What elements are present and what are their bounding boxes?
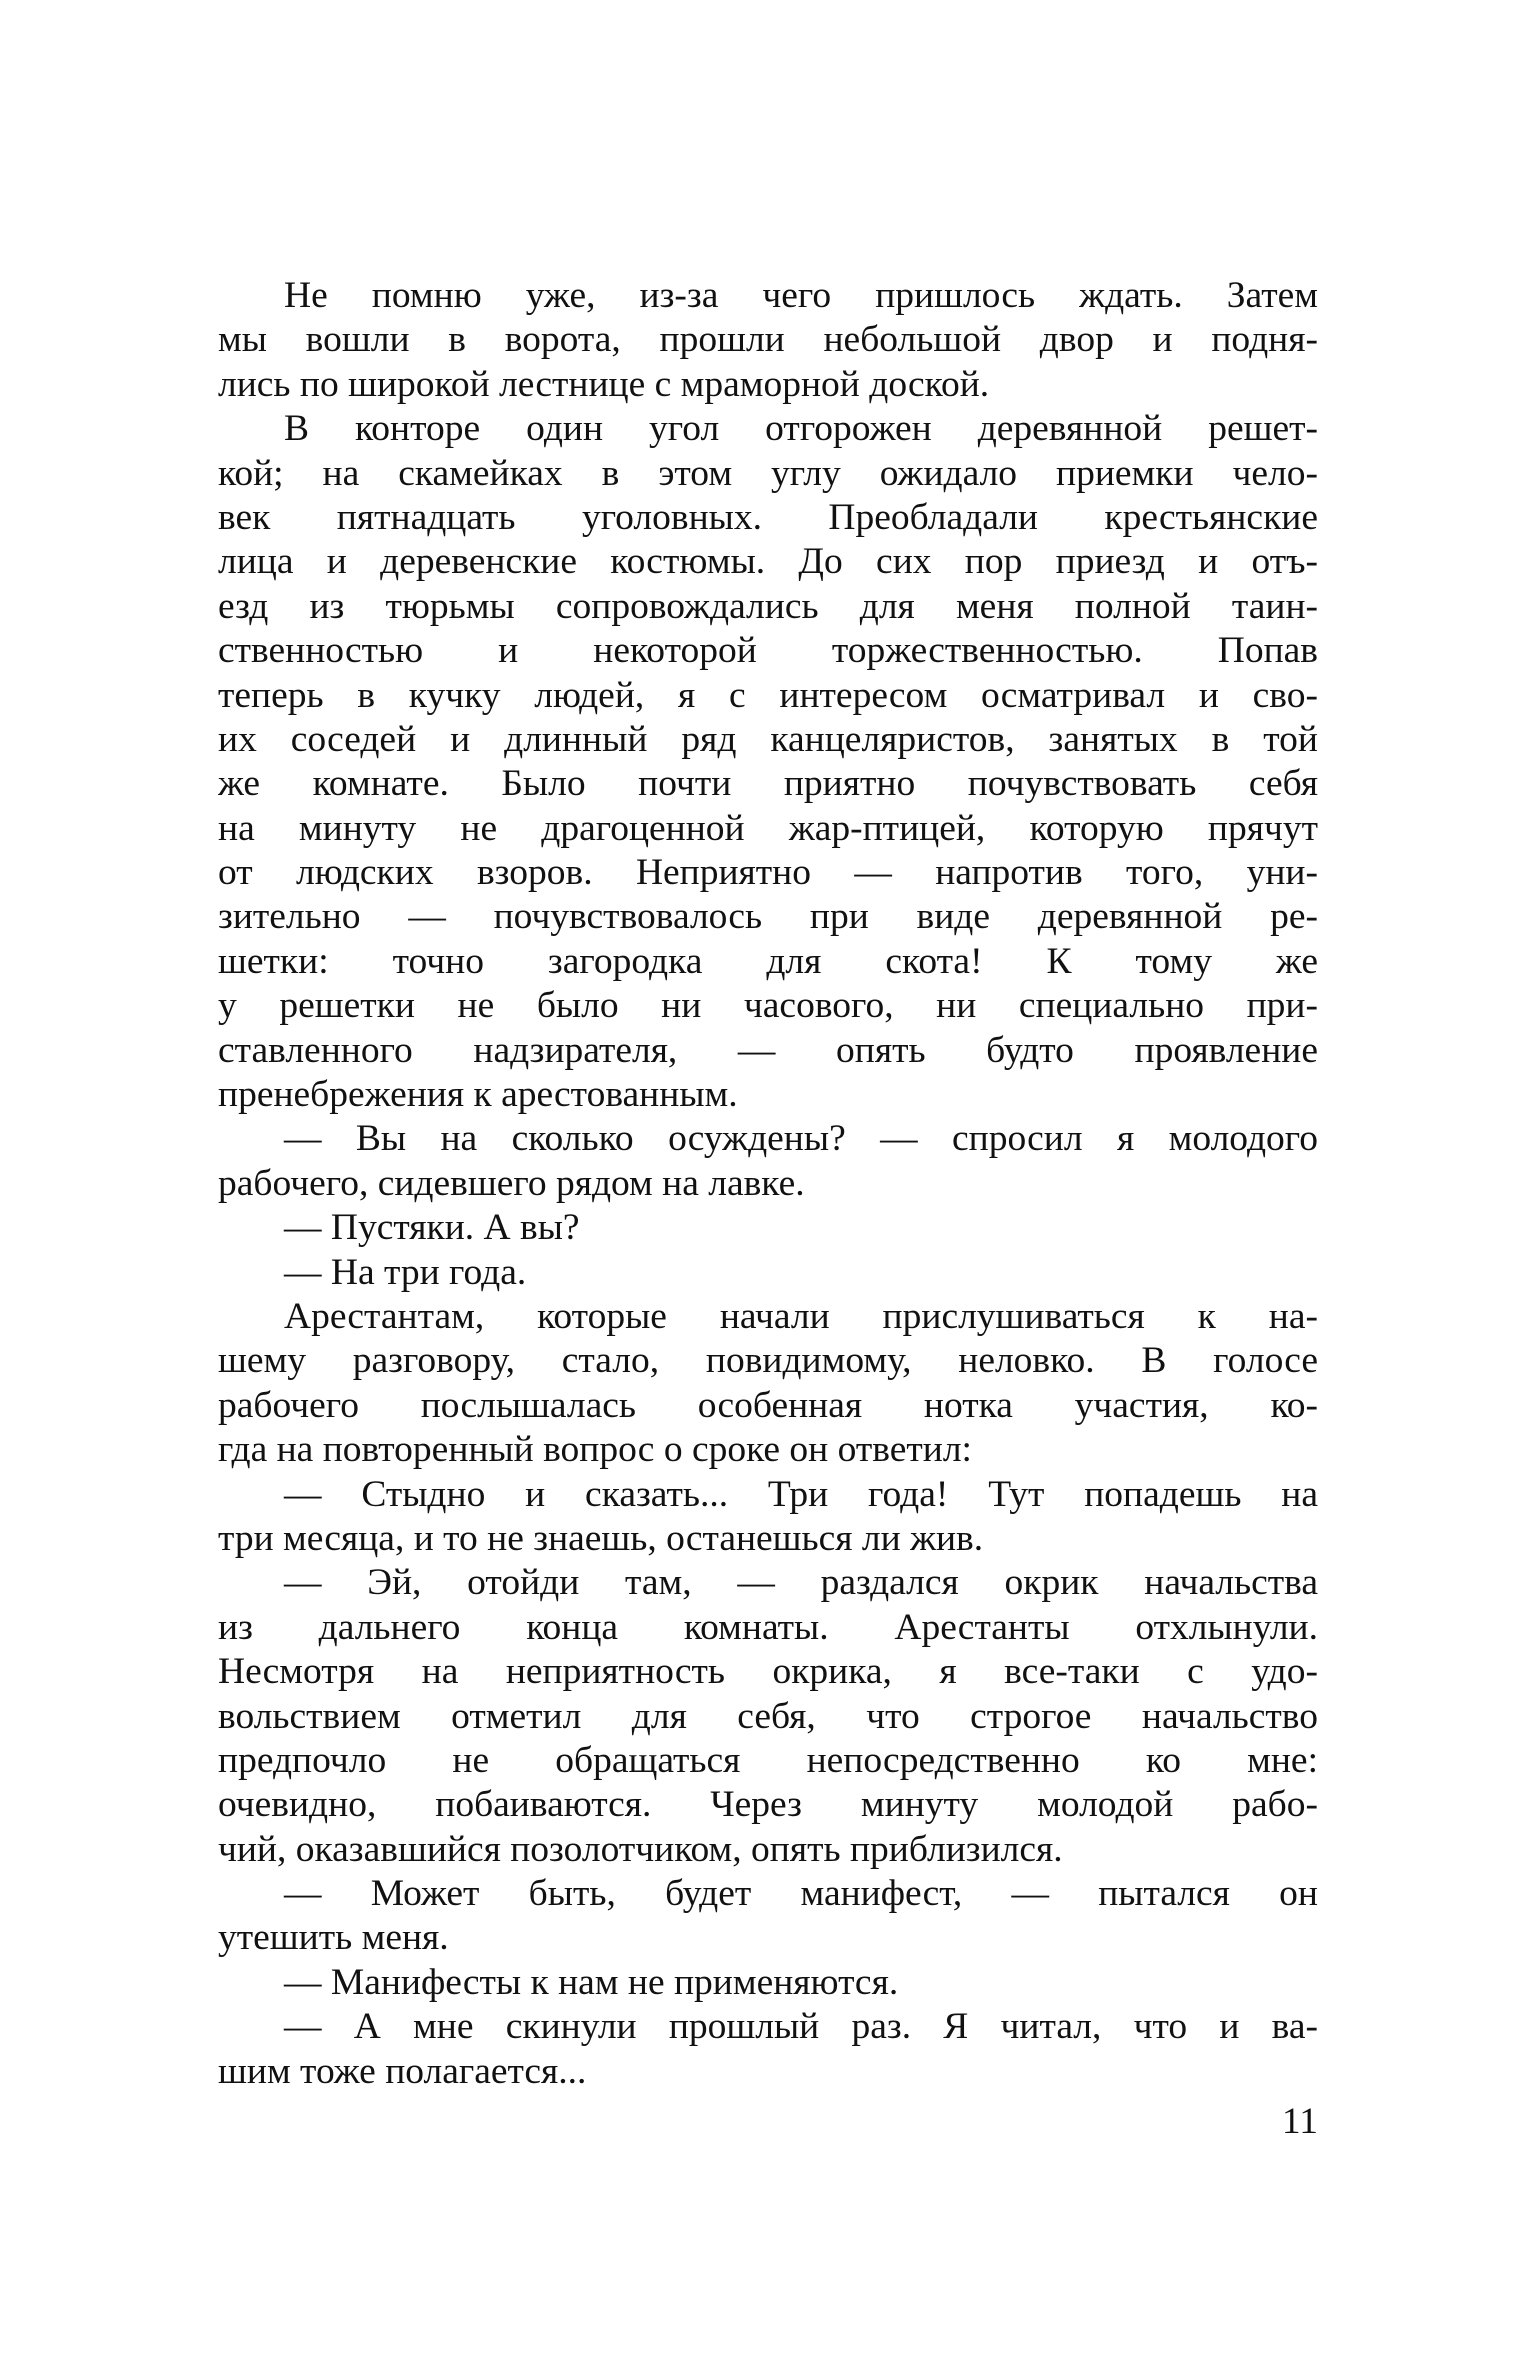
text-line: у решетки не было ни часового, ни специально при- [218, 985, 1318, 1027]
text-line: на минуту не драгоценной жар-птицей, которую прячут [218, 807, 1318, 849]
text-line: шим тоже полагается... [218, 2050, 587, 2092]
text-line: ставленного надзирателя, — опять будто проявление [218, 1029, 1318, 1071]
text-line: гда на повторенный вопрос о сроке он ответил: [218, 1429, 972, 1471]
page-text [218, 274, 1318, 2094]
text-line: утешить меня. [218, 1917, 449, 1959]
paragraph [218, 2005, 1318, 2094]
text-line: три месяца, и то не знаешь, останешься ли жив. [218, 1517, 984, 1559]
text-line: век пятнадцать уголовных. Преобладали крестьянские [218, 496, 1318, 538]
text-line: рабочего послышалась особенная нотка участия, ко- [218, 1384, 1318, 1426]
text-line: шему разговору, стало, повидимому, неловко. В голосе [218, 1340, 1318, 1382]
text-line: из дальнего конца комнаты. Арестанты отхлынули. [218, 1606, 1318, 1648]
text-line: от людских взоров. Неприятно — напротив того, уни- [218, 852, 1318, 894]
text-line: предпочло не обращаться непосредственно ко мне: [218, 1739, 1318, 1781]
text-line: рабочего, сидевшего рядом на лавке. [218, 1162, 805, 1204]
text-line: Несмотря на неприятность окрика, я все-таки с удо- [218, 1651, 1318, 1693]
paragraph [218, 1295, 1318, 1473]
paragraph [218, 407, 1318, 1117]
text-line: Не помню уже, из-за чего пришлось ждать. Затем [284, 275, 1318, 316]
text-line: — Вы на сколько осуждены? — спросил я молодого [284, 1118, 1318, 1160]
text-line: — Эй, отойди там, — раздался окрик начальства [284, 1562, 1318, 1604]
paragraph [218, 1473, 1318, 1562]
text-line: Арестантам, которые начали прислушиваться к на- [284, 1295, 1318, 1337]
text-line: зительно — почувствовалось при виде деревянной ре- [218, 896, 1318, 938]
text-line: езд из тюрьмы сопровождались для меня полной таин- [218, 585, 1318, 627]
text-line: — А мне скинули прошлый раз. Я читал, что и ва- [284, 2006, 1318, 2048]
text-line: очевидно, побаиваются. Через минуту молодой рабо- [218, 1784, 1318, 1826]
text-line: — Стыдно и сказать... Три года! Тут попадешь на [284, 1473, 1318, 1515]
paragraph [218, 1872, 1318, 1961]
text-line: лись по широкой лестнице с мраморной доской. [218, 363, 990, 405]
text-line: вольствием отметил для себя, что строгое начальство [218, 1695, 1318, 1737]
text-line: кой; на скамейках в этом углу ожидало приемки чело- [218, 452, 1318, 494]
text-line: — Пустяки. А вы? [284, 1207, 580, 1249]
text-line: пренебрежения к арестованным. [218, 1074, 738, 1116]
text-line: — Может быть, будет манифест, — пытался он [284, 1873, 1318, 1915]
text-line: — На три года. [284, 1251, 527, 1293]
paragraph [218, 1251, 1318, 1295]
text-line: ственностью и некоторой торжественностью. Попав [218, 630, 1318, 672]
text-line: чий, оказавшийся позолотчиком, опять приблизился. [218, 1828, 1063, 1870]
paragraph [218, 1206, 1318, 1250]
text-line: же комнате. Было почти приятно почувствовать себя [218, 763, 1318, 805]
paragraph [218, 1117, 1318, 1206]
text-line: шетки: точно загородка для скота! К тому же [218, 940, 1318, 982]
text-line: мы вошли в ворота, прошли небольшой двор и подня- [218, 319, 1318, 361]
text-line: — Манифесты к нам не применяются. [284, 1961, 899, 2003]
text-line: В конторе один угол отгорожен деревянной решет- [284, 408, 1318, 450]
paragraph [218, 1561, 1318, 1872]
text-line: их соседей и длинный ряд канцеляристов, занятых в той [218, 718, 1318, 760]
page-number: 11 [1281, 2101, 1318, 2142]
paragraph [218, 1961, 1318, 2005]
text-line: лица и деревенские костюмы. До сих пор приезд и отъ- [218, 541, 1318, 583]
text-line: теперь в кучку людей, я с интересом осматривал и сво- [218, 674, 1318, 716]
paragraph [218, 274, 1318, 407]
